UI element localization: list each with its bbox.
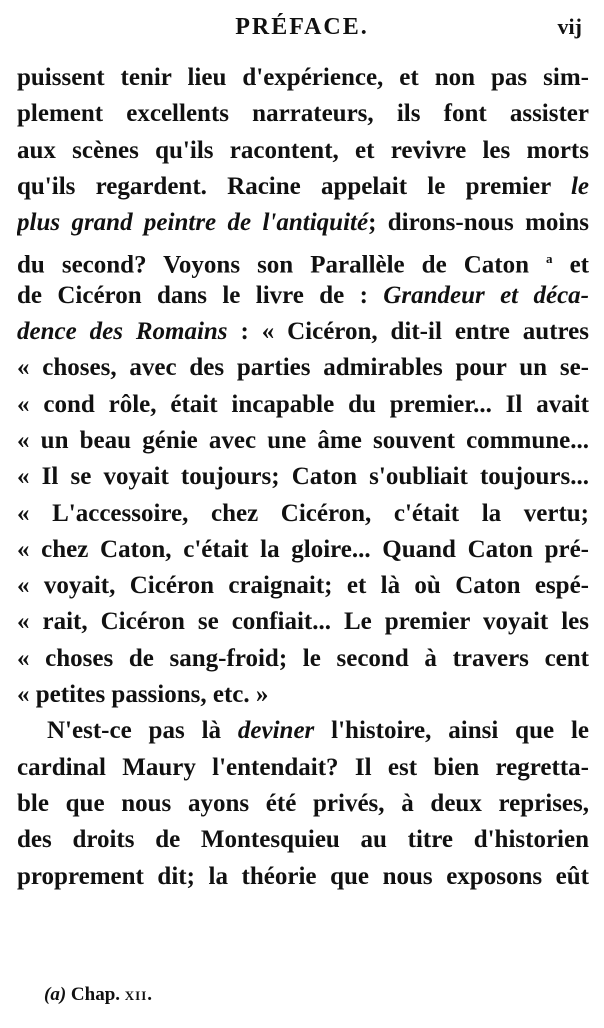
text-line: « choses, avec des parties admirables pour un se- [17, 354, 589, 382]
italic-segment: dence des Romains [17, 318, 228, 346]
text-line: « cond rôle, était incapable du premier... Il avait [17, 390, 589, 418]
page-number: vij [557, 14, 582, 39]
running-head [0, 14, 604, 50]
footnote-reference: xii. [124, 984, 154, 1005]
text-line: des droits de Montesquieu au titre d'historien [17, 826, 589, 854]
text-line [17, 241, 589, 277]
text-segment: et [552, 251, 589, 278]
italic-segment: Grandeur et déca- [383, 281, 589, 309]
text-segment: N'est-ce pas là [47, 717, 238, 745]
footnote [44, 984, 153, 1006]
text-line: ble que nous ayons été privés, à deux reprises, [17, 789, 589, 817]
page-title: PRÉFACE. [235, 14, 369, 40]
text-line: proprement dit; la théorie que nous exposons eût [17, 862, 589, 890]
text-line: « L'accessoire, chez Cicéron, c'était la vertu; [17, 499, 589, 527]
text-line: puissent tenir lieu d'expérience, et non pas sim- [17, 64, 589, 91]
text-line [17, 278, 589, 314]
text-line: « voyait, Cicéron craignait; et là où Caton espé- [17, 572, 589, 600]
text-line: plement excellents narrateurs, ils font assister [17, 100, 589, 128]
italic-segment: plus grand peintre de l'antiquité [17, 209, 369, 237]
text-line [17, 169, 589, 205]
text-segment: ; dirons-nous moins [368, 209, 589, 237]
text-segment: qu'ils regardent. Racine appelait le premier [17, 172, 571, 200]
text-segment: de Cicéron dans le livre de : [17, 281, 384, 309]
text-line: « rait, Cicéron se confiait... Le premier voyait les [17, 608, 589, 636]
text-segment: du second? Voyons son Parallèle de Caton [17, 251, 547, 278]
footnote-marker: (a) [44, 984, 67, 1005]
body-text [17, 60, 589, 895]
text-line: « un beau génie avec une âme souvent commune... [17, 426, 589, 454]
text-line [17, 205, 589, 241]
text-line: cardinal Maury l'entendait? Il est bien regretta- [17, 753, 589, 781]
note-marker: a [546, 251, 553, 267]
italic-segment: deviner [237, 717, 315, 745]
italic-segment: le [570, 172, 589, 200]
text-line [17, 713, 589, 749]
text-line [17, 314, 589, 350]
text-line: « choses de sang-froid; le second à travers cent [17, 644, 589, 672]
text-segment: l'histoire, ainsi que le [314, 717, 589, 745]
text-line: « Il se voyait toujours; Caton s'oubliait toujours... [17, 463, 589, 491]
text-line: aux scènes qu'ils racontent, et revivre les morts [17, 136, 589, 164]
text-segment: : « Cicéron, dit-il entre autres [227, 318, 589, 346]
text-line: « petites passions, etc. » [17, 681, 269, 709]
footnote-text: Chap. [70, 984, 121, 1005]
text-line: « chez Caton, c'était la gloire... Quand Caton pré- [17, 535, 589, 563]
